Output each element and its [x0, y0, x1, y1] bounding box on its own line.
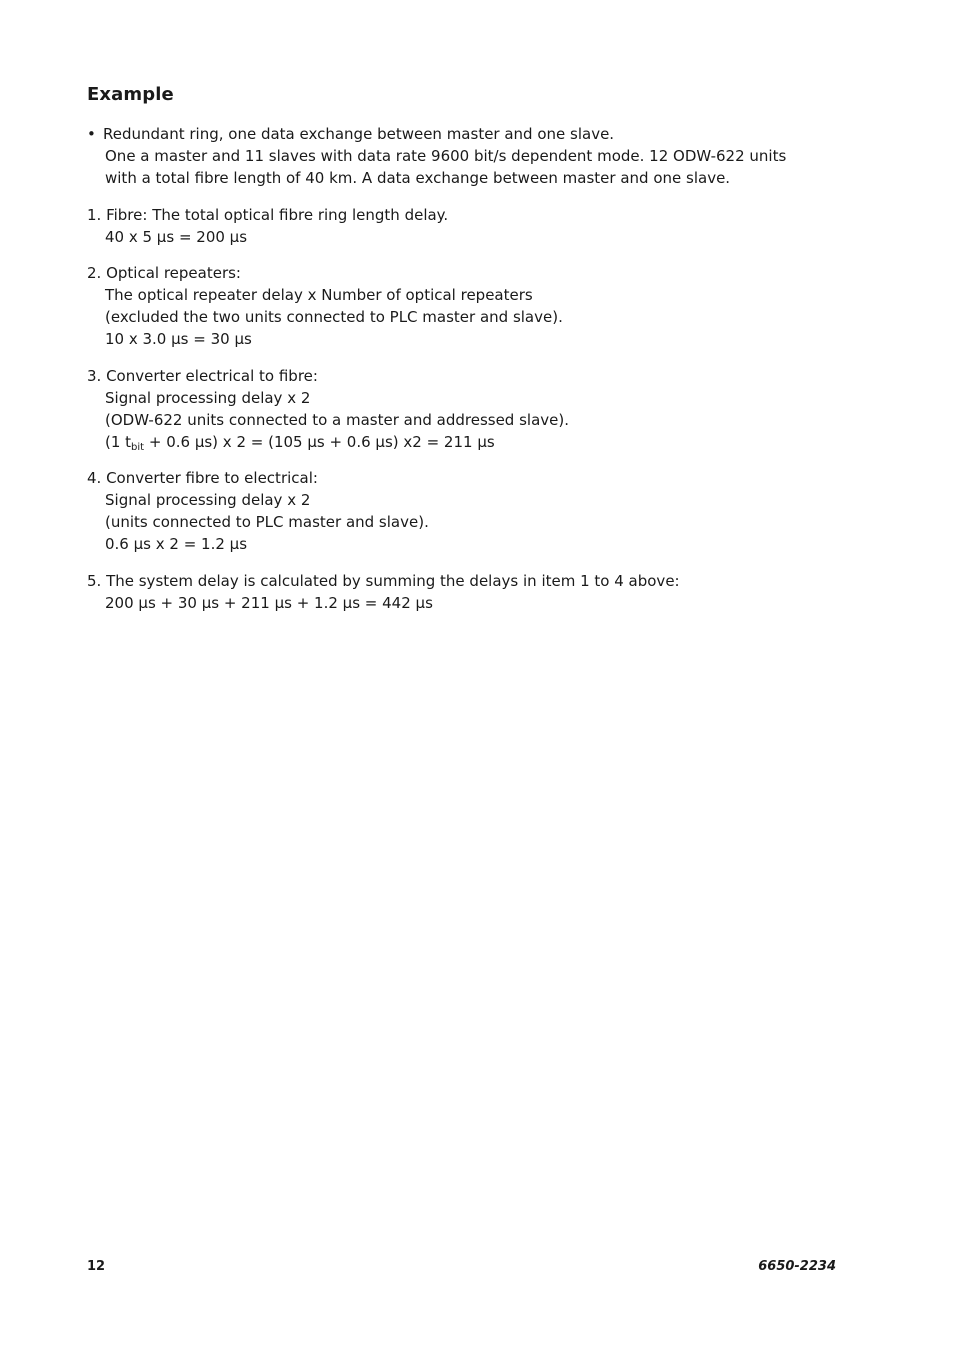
section-heading: Example — [87, 84, 174, 105]
item-3-calc-subscript: bit — [131, 442, 145, 453]
item-3-calc-prefix: (1 t — [105, 433, 132, 451]
intro-line-2: One a master and 11 slaves with data rate 9600 bit/s dependent mode. 12 ODW-622 units — [105, 147, 787, 165]
page-number: 12 — [87, 1259, 106, 1274]
item-2-calculation: 10 x 3.0 µs = 30 µs — [105, 330, 252, 348]
item-1-title: 1. Fibre: The total optical fibre ring length delay. — [87, 206, 449, 224]
item-4-line-2: Signal processing delay x 2 — [105, 491, 311, 509]
item-3-line-2: Signal processing delay x 2 — [105, 389, 311, 407]
item-4-title: 4. Converter fibre to electrical: — [87, 469, 318, 487]
item-3-title: 3. Converter electrical to fibre: — [87, 367, 318, 385]
item-2-line-3: (excluded the two units connected to PLC master and slave). — [105, 308, 563, 326]
item-2-line-2: The optical repeater delay x Number of optical repeaters — [105, 286, 533, 304]
document-number: 6650-2234 — [758, 1259, 836, 1274]
item-5-title: 5. The system delay is calculated by summing the delays in item 1 to 4 above: — [87, 572, 680, 590]
item-1-calculation: 40 x 5 µs = 200 µs — [105, 228, 248, 246]
item-3-line-3: (ODW-622 units connected to a master and addressed slave). — [105, 411, 569, 429]
intro-line-1: Redundant ring, one data exchange between master and one slave. — [103, 125, 615, 143]
item-4-calculation: 0.6 µs x 2 = 1.2 µs — [105, 535, 248, 553]
intro-bullet: • — [87, 125, 96, 143]
item-3-calc-suffix: + 0.6 µs) x 2 = (105 µs + 0.6 µs) x2 = 211 µs — [144, 433, 495, 451]
item-4-line-3: (units connected to PLC master and slave). — [105, 513, 429, 531]
item-3-calculation — [105, 431, 495, 453]
intro-line-3: with a total fibre length of 40 km. A data exchange between master and one slave. — [105, 169, 731, 187]
item-5-calculation: 200 µs + 30 µs + 211 µs + 1.2 µs = 442 µs — [105, 594, 433, 612]
item-2-title: 2. Optical repeaters: — [87, 264, 241, 282]
